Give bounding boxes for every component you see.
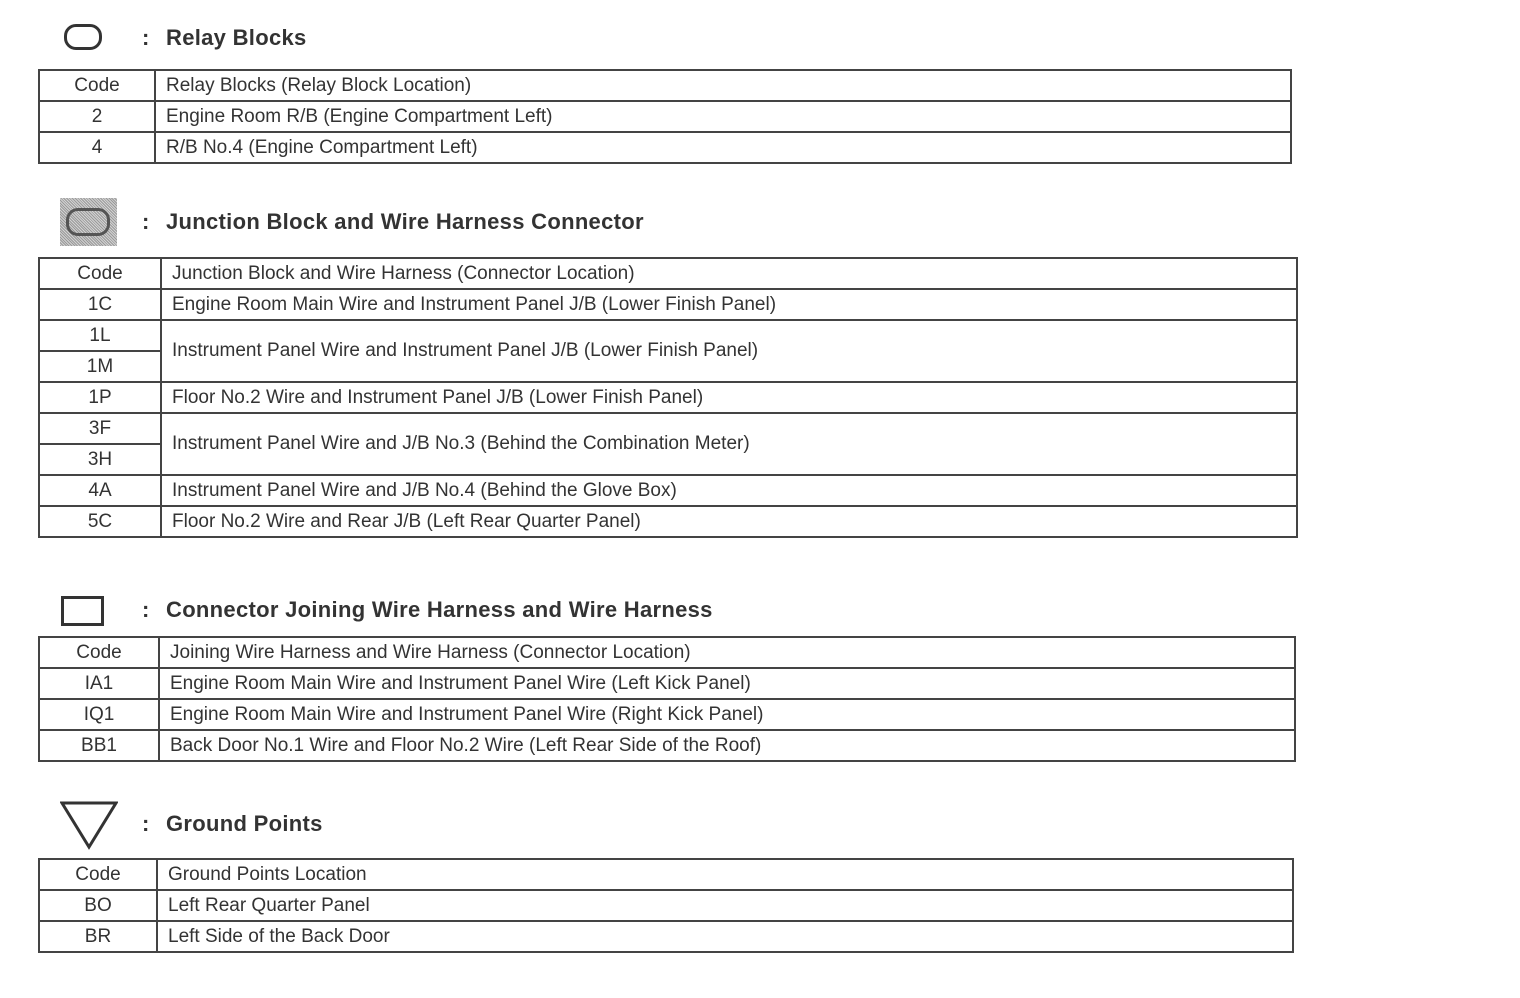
table-row — [39, 382, 1297, 413]
location-cell: R/B No.4 (Engine Compartment Left) — [155, 132, 1291, 163]
location-header: Joining Wire Harness and Wire Harness (Connector Location) — [159, 637, 1295, 668]
table-row — [39, 101, 1291, 132]
location-cell: Floor No.2 Wire and Instrument Panel J/B (Lower Finish Panel) — [161, 382, 1297, 413]
location-cell: Instrument Panel Wire and Instrument Panel J/B (Lower Finish Panel) — [161, 320, 1297, 382]
table-header-row — [39, 258, 1297, 289]
code-cell: IQ1 — [39, 699, 159, 730]
location-cell: Engine Room R/B (Engine Compartment Left) — [155, 101, 1291, 132]
location-cell: Engine Room Main Wire and Instrument Panel Wire (Right Kick Panel) — [159, 699, 1295, 730]
code-cell: 1C — [39, 289, 161, 320]
location-cell: Left Rear Quarter Panel — [157, 890, 1293, 921]
code-cell: 1P — [39, 382, 161, 413]
code-header: Code — [39, 637, 159, 668]
table-row — [39, 413, 1297, 444]
table-row — [39, 921, 1293, 952]
table-header-row — [39, 70, 1291, 101]
code-header: Code — [39, 258, 161, 289]
table-header-row — [39, 637, 1295, 668]
connector-title: Connector Joining Wire Harness and Wire Harness — [166, 597, 713, 622]
code-header: Code — [39, 70, 155, 101]
relay-block-symbol-icon — [64, 24, 102, 50]
junction-block-title: Junction Block and Wire Harness Connector — [166, 209, 644, 234]
code-cell: 1L — [39, 320, 161, 351]
code-cell: 3H — [39, 444, 161, 475]
table-row — [39, 668, 1295, 699]
location-cell: Left Side of the Back Door — [157, 921, 1293, 952]
location-header: Relay Blocks (Relay Block Location) — [155, 70, 1291, 101]
code-cell: 4 — [39, 132, 155, 163]
code-cell: BO — [39, 890, 157, 921]
connector-separator: : — [142, 597, 150, 622]
location-header: Junction Block and Wire Harness (Connector Location) — [161, 258, 1297, 289]
ground-points-title: Ground Points — [166, 811, 323, 836]
location-header: Ground Points Location — [157, 859, 1293, 890]
code-cell: 3F — [39, 413, 161, 444]
relay-separator: : — [142, 25, 150, 50]
table-row — [39, 730, 1295, 761]
location-cell: Engine Room Main Wire and Instrument Panel Wire (Left Kick Panel) — [159, 668, 1295, 699]
junction-separator: : — [142, 209, 150, 234]
location-cell: Back Door No.1 Wire and Floor No.2 Wire (Left Rear Side of the Roof) — [159, 730, 1295, 761]
code-cell: 5C — [39, 506, 161, 537]
table-row — [39, 132, 1291, 163]
code-header: Code — [39, 859, 157, 890]
ground-points-table — [38, 858, 1294, 953]
connector-symbol-icon — [61, 596, 104, 626]
ground-separator: : — [142, 811, 150, 836]
table-row — [39, 475, 1297, 506]
table-header-row — [39, 859, 1293, 890]
location-cell: Floor No.2 Wire and Rear J/B (Left Rear Quarter Panel) — [161, 506, 1297, 537]
junction-block-table — [38, 257, 1298, 538]
table-row — [39, 890, 1293, 921]
location-cell: Instrument Panel Wire and J/B No.3 (Behind the Combination Meter) — [161, 413, 1297, 475]
code-cell: 2 — [39, 101, 155, 132]
relay-blocks-title: Relay Blocks — [166, 25, 307, 50]
ground-point-symbol-icon — [60, 800, 118, 850]
code-cell: 1M — [39, 351, 161, 382]
junction-block-symbol-icon — [66, 208, 110, 236]
table-row — [39, 506, 1297, 537]
code-cell: BB1 — [39, 730, 159, 761]
table-row — [39, 699, 1295, 730]
code-cell: IA1 — [39, 668, 159, 699]
relay-blocks-table — [38, 69, 1292, 164]
connector-table — [38, 636, 1296, 762]
code-cell: BR — [39, 921, 157, 952]
code-cell: 4A — [39, 475, 161, 506]
location-cell: Instrument Panel Wire and J/B No.4 (Behind the Glove Box) — [161, 475, 1297, 506]
location-cell: Engine Room Main Wire and Instrument Panel J/B (Lower Finish Panel) — [161, 289, 1297, 320]
table-row — [39, 320, 1297, 351]
table-row — [39, 289, 1297, 320]
